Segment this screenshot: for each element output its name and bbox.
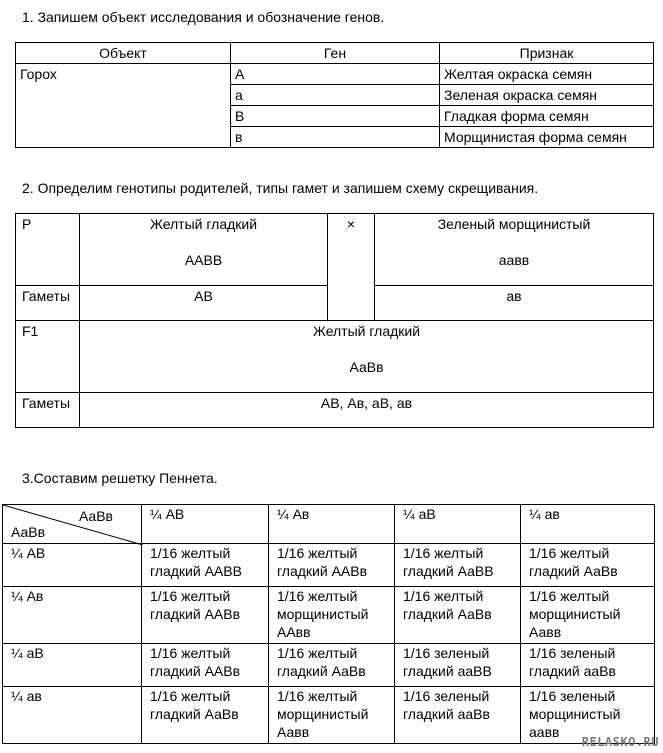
- punnett-cell: [395, 544, 521, 587]
- punnett-cell-line: гладкий ААВв: [150, 606, 241, 622]
- row-header: ¼ ав: [3, 687, 142, 744]
- corner-top-label: АаВв: [78, 508, 113, 524]
- punnett-cell: [395, 687, 521, 744]
- punnett-cell: [521, 544, 655, 587]
- header-object: Объект: [16, 43, 231, 64]
- punnett-cell: [142, 644, 269, 687]
- punnett-cell: [142, 587, 269, 644]
- f1-cell: [80, 321, 654, 393]
- row-header: ¼ АВ: [3, 544, 142, 587]
- punnett-cell-line: морщинистый: [529, 706, 621, 722]
- punnett-cell-line: гладкий ааВв: [403, 706, 490, 722]
- gene-cell: В: [231, 106, 440, 127]
- header-gene: Ген: [231, 43, 440, 64]
- f1-genotype: АаВв: [349, 359, 384, 375]
- parent1-gametes: АВ: [80, 286, 328, 321]
- punnett-cell-line: гладкий ааВв: [529, 663, 616, 679]
- punnett-cell-line: Аавв: [529, 624, 562, 640]
- punnett-cell: [269, 687, 395, 744]
- punnett-cell-line: 1/16 желтый: [529, 588, 610, 604]
- section3-heading: 3.Составим решетку Пеннета.: [22, 470, 218, 486]
- punnett-cell: [521, 587, 655, 644]
- col-header: ¼ Ав: [269, 505, 395, 544]
- punnett-cell-line: 1/16 желтый: [277, 688, 358, 704]
- row-header: ¼ Ав: [3, 587, 142, 644]
- punnett-cell-line: 1/16 желтый: [529, 545, 610, 561]
- punnett-cell-line: 1/16 желтый: [150, 588, 231, 604]
- f1-phenotype: Желтый гладкий: [312, 323, 421, 339]
- punnett-cell: [269, 644, 395, 687]
- punnett-cell: [521, 644, 655, 687]
- parent2-genotype: аавв: [498, 252, 530, 268]
- section1-heading: 1. Запишем объект исследования и обозначение генов.: [22, 9, 385, 25]
- parent2-cell: [375, 214, 654, 286]
- genes-table: [15, 42, 654, 148]
- gene-cell: А: [231, 64, 440, 85]
- punnett-cell-line: морщинистый: [529, 606, 621, 622]
- punnett-cell: [142, 687, 269, 744]
- parent1-genotype: ААВВ: [184, 252, 223, 268]
- row-header: ¼ аВ: [3, 644, 142, 687]
- punnett-cell-line: 1/16 желтый: [403, 545, 484, 561]
- punnett-cell: [269, 544, 395, 587]
- col-header: ¼ ав: [521, 505, 655, 544]
- trait-cell: Гладкая форма семян: [440, 106, 654, 127]
- punnett-cell: [269, 587, 395, 644]
- punnett-cell-line: ААвв: [277, 624, 311, 640]
- gene-cell: а: [231, 85, 440, 106]
- punnett-cell-line: 1/16 желтый: [277, 545, 358, 561]
- punnett-cell-line: 1/16 желтый: [150, 645, 231, 661]
- punnett-cell-line: гладкий ААВв: [150, 663, 241, 679]
- section2-heading: 2. Определим генотипы родителей, типы гамет и запишем схему скрещивания.: [22, 180, 539, 196]
- punnett-cell: [142, 544, 269, 587]
- trait-cell: Морщинистая форма семян: [440, 127, 654, 148]
- parent2-gametes: ав: [375, 286, 654, 321]
- punnett-row: [3, 644, 655, 687]
- punnett-cell-line: гладкий АаВв: [277, 663, 366, 679]
- punnett-cell-line: гладкий ААВв: [277, 563, 368, 579]
- parent1-phenotype: Желтый гладкий: [149, 216, 258, 232]
- header-trait: Признак: [440, 43, 654, 64]
- col-header: ¼ АВ: [142, 505, 269, 544]
- punnett-row: [3, 587, 655, 644]
- cross-symbol: ×: [328, 214, 375, 321]
- cross-scheme-table: [15, 213, 654, 428]
- punnett-cell-line: гладкий АаВВ: [403, 563, 494, 579]
- col-header: ¼ аВ: [395, 505, 521, 544]
- punnett-cell-line: гладкий ААВВ: [150, 563, 242, 579]
- punnett-cell-line: 1/16 зеленый: [403, 645, 490, 661]
- p-label: Р: [16, 214, 80, 286]
- punnett-cell: [395, 644, 521, 687]
- punnett-row: [3, 687, 655, 744]
- punnett-cell-line: морщинистый: [277, 706, 369, 722]
- punnett-cell-line: гладкий АаВв: [150, 706, 239, 722]
- punnett-cell-line: 1/16 желтый: [150, 688, 231, 704]
- punnett-cell-line: 1/16 зеленый: [403, 688, 490, 704]
- f1-label: F1: [16, 321, 80, 393]
- watermark: RELASKO.RU: [581, 735, 659, 749]
- f1-gametes: АВ, Ав, аВ, ав: [80, 393, 654, 428]
- punnett-cell-line: гладкий ааВВ: [403, 663, 492, 679]
- f1-gametes-label: Гаметы: [16, 393, 80, 428]
- punnett-square: [2, 504, 655, 744]
- punnett-cell-line: 1/16 зеленый: [529, 688, 616, 704]
- punnett-row: [3, 544, 655, 587]
- object-cell: Горох: [16, 64, 231, 148]
- corner-bottom-label: АаВв: [11, 524, 46, 540]
- punnett-cell-line: 1/16 желтый: [403, 588, 484, 604]
- punnett-cell-line: гладкий АаВв: [529, 563, 618, 579]
- trait-cell: Желтая окраска семян: [440, 64, 654, 85]
- trait-cell: Зеленая окраска семян: [440, 85, 654, 106]
- punnett-cell-line: 1/16 желтый: [277, 588, 358, 604]
- punnett-cell-line: 1/16 зеленый: [529, 645, 616, 661]
- punnett-cell: [395, 587, 521, 644]
- gametes-label: Гаметы: [16, 286, 80, 321]
- gene-cell: в: [231, 127, 440, 148]
- punnett-cell-line: 1/16 желтый: [277, 645, 358, 661]
- parent1-cell: [80, 214, 328, 286]
- corner-cell: [3, 505, 142, 544]
- punnett-cell-line: аавв: [529, 724, 560, 740]
- punnett-cell-line: морщинистый: [277, 606, 369, 622]
- punnett-cell-line: Аавв: [277, 724, 310, 740]
- punnett-cell-line: гладкий АаВв: [403, 606, 492, 622]
- punnett-cell-line: 1/16 желтый: [150, 545, 231, 561]
- parent2-phenotype: Зеленый морщинистый: [437, 216, 591, 232]
